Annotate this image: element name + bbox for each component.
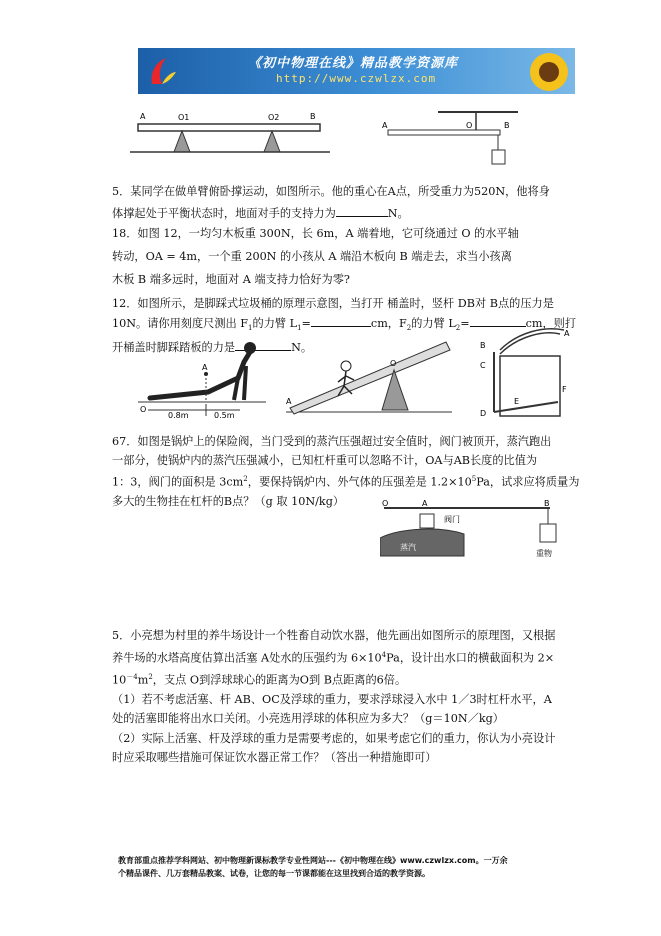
q12-line3: 开桶盖时脚踩踏板的力是 N。 (112, 338, 576, 358)
question-18 (112, 222, 519, 291)
figure-hanging-lever (378, 108, 528, 172)
dim-0.5m: 0.5m (214, 411, 235, 420)
figure-pushup (138, 338, 268, 420)
q67-line4: 多大的生物挂在杠杆的B点？（g 取 10N/kg） (112, 494, 345, 508)
page-footer (118, 854, 548, 880)
q18-line2: 转动，OA = 4m，一个重 200N 的小孩从 A 端沿木板向 B 端走去，求当小孩离 (112, 250, 512, 263)
label-a: A (564, 329, 570, 338)
q12-line1: 12．如图所示，是脚踩式垃圾桶的原理示意图，当打开 桶盖时，竖杆 DB对 B点的压力是 (112, 297, 554, 310)
label-e: E (514, 397, 520, 406)
label-o: O (390, 359, 397, 368)
q18-line3: 木板 B 端多远时，地面对 A 端支持力恰好为零? (112, 273, 350, 286)
label-steam: 蒸汽 (400, 543, 416, 552)
dim-0.8m: 0.8m (168, 411, 189, 420)
footer-line1: 教育部重点推荐学科网站、初中物理新课标教学专业性网站---《初中物理在线》www.czwlzx.com。一万余 (118, 856, 508, 865)
q67-line1: 67．如图是锅炉上的保险阀，当门受到的蒸汽压强超过安全值时，阀门被顶开，蒸汽跑出 (112, 435, 552, 448)
q67-line3: 1：3，阀门的面积是 $3cm^2$，要保持锅炉内、外气体的压强差是 $1.2\times 10^5Pa$，试求应将质量为 (112, 475, 580, 489)
label-a: A (382, 121, 388, 130)
q5b-line1: 5．小亮想为村里的养牛场设计一个牲畜自动饮水器，他先画出如图所示的原理图，又根据 (112, 629, 556, 642)
q5-line2: 体撑起处于平衡状态时，地面对手的支持力为 N。 (112, 203, 550, 225)
label-a: A (422, 499, 428, 508)
label-o1: O1 (178, 113, 190, 122)
label-o: O (466, 121, 473, 130)
question-5-water-device (112, 626, 555, 768)
label-d: D (480, 409, 487, 418)
q18-line1: 18．如图 12，一均匀木板重 300N，长 6m，A 端着地，它可绕通过 O 的水平轴 (112, 227, 519, 240)
logo-icon (146, 54, 178, 88)
label-o2: O2 (268, 113, 280, 122)
label-o: O (140, 405, 147, 414)
label-valve: 阀门 (444, 515, 460, 524)
answer-blank-l1 (311, 314, 371, 327)
banner-url: http://www.czwlzx.com (276, 72, 437, 85)
label-b: B (504, 121, 510, 130)
q12-line2: 10N。请你用刻度尺测出 $F_1$的力臂 $L_1=$ cm，$F_2$的力臂 $L_2=$ cm，则打 (112, 314, 576, 338)
label-b: B (480, 341, 486, 350)
label-o: O (382, 499, 389, 508)
label-f: F (562, 385, 567, 394)
label-b: B (310, 112, 316, 121)
q67-line2: 一部分，使锅炉内的蒸汽压强减小，已知杠杆重可以忽略不计，OA与AB长度的比值为 (112, 454, 538, 467)
label-c: C (480, 361, 486, 370)
q5b-line6: （2）实际上活塞、杆及浮球的重力是需要考虑的，如果考虑它们的重力，你认为小亮设计 (112, 731, 556, 745)
q5b-line7: 时应采取哪些措施可保证饮水器正常工作？（答出一种措施即可） (112, 751, 437, 765)
answer-blank (336, 204, 388, 217)
q5b-line5: 处的活塞即能将出水口关闭。小亮选用浮球的体积应为多大？（g＝10N／kg） (112, 712, 504, 726)
sunflower-icon (527, 50, 571, 94)
label-b: B (544, 499, 550, 508)
question-5-pushup (112, 181, 550, 225)
label-a: A (202, 363, 208, 372)
figure-safety-valve (380, 498, 570, 574)
label-weight: 重物 (536, 549, 552, 558)
footer-line2: 个精品课件、几万套精品教案、试卷，让您的每一节课都能在这里找到合适的教学资源。 (118, 869, 430, 878)
label-a: A (286, 397, 292, 406)
figure-double-support-lever (130, 108, 330, 160)
q5b-line3: $10^{-4}m^2$，支点 O到浮球球心的距离为O到 B点距离的6倍。 (112, 672, 407, 687)
banner-title: 《初中物理在线》精品教学资源库 (248, 56, 459, 71)
q5b-line4: （1）若不考虑活塞、杆 AB、OC及浮球的重力，要求浮球浸入水中 1／3时杠杆水平，A (112, 692, 552, 706)
label-a: A (140, 112, 146, 121)
q5b-line2: 养牛场的水塔高度估算出活塞 A处水的压强约为 $6\times 10^4Pa$，设计出水口的横截面积为 2× (112, 650, 555, 665)
figure-trash-can (478, 326, 578, 422)
figure-plank-child (286, 336, 454, 416)
q5-line1: 5．某同学在做单臂俯卧撑运动，如图所示。他的重心在A点，所受重力为520N，他将身 (112, 185, 550, 198)
header-banner (138, 48, 575, 94)
